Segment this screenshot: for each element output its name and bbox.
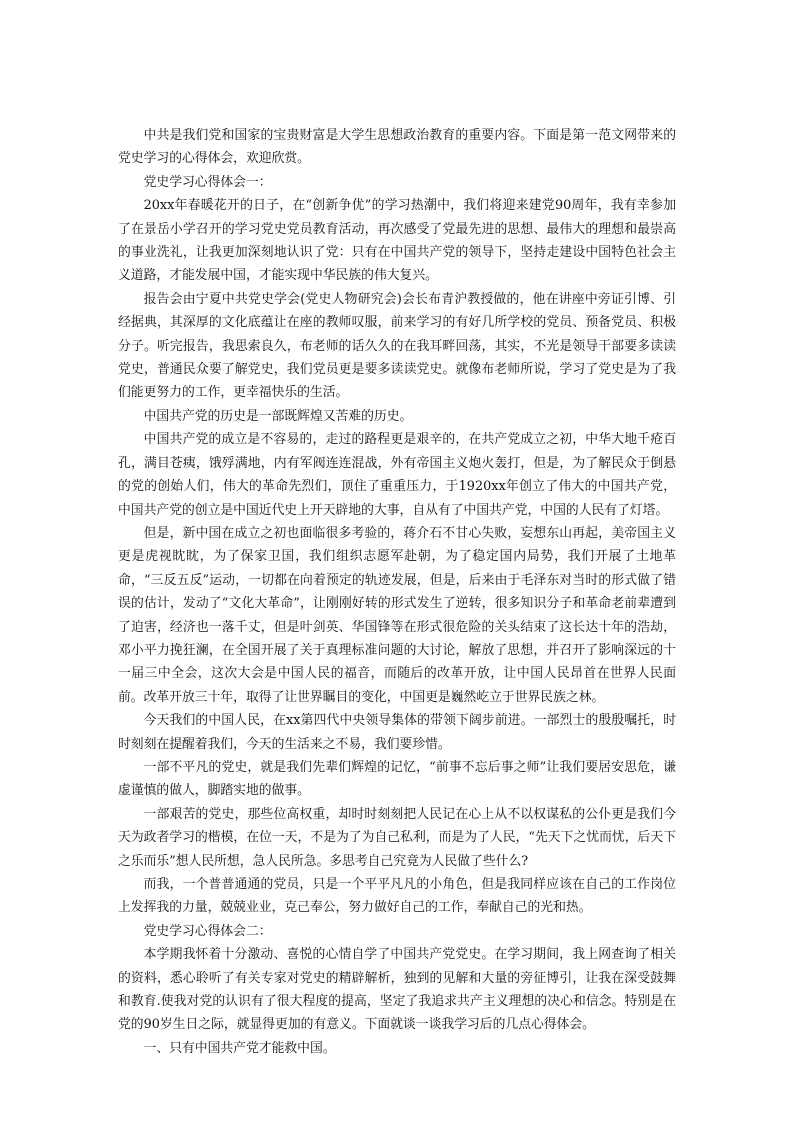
intro-paragraph: 中共是我们党和国家的宝贵财富是大学生思想政治教育的重要内容。下面是第一范文网带来的党史学习的心得体会，欢迎欣赏。 [118,128,676,167]
body-paragraph: 中国共产党的成立是不容易的，走过的路程更是艰辛的，在共产党成立之初，中华大地千疮百孔，满目苍痍，饿殍满地，内有军阀连连混战，外有帝国主义炮火轰打，但是，为了解民众于倒悬的党的创始人们，伟大的革命先烈们，顶住了重重压力，于1920xx年创立了伟大的中国共产党，中国共产党的创立是中国近代史上开天辟地的大事，自从有了中国共产党，中国的人民有了灯塔。 [118,432,676,518]
section-heading-two: 党史学习心得体会二： [143,923,272,939]
body-paragraph: 而我，一个普普通通的党员，只是一个平平凡凡的小角色，但是我同样应该在自己的工作岗位上发挥我的力量，兢兢业业，克己奉公，努力做好自己的工作，奉献自己的光和热。 [118,877,676,916]
numbered-point: 一、只有中国共产党才能救中国。 [143,1040,336,1056]
body-paragraph: 中国共产党的历史是一部既辉煌又苦难的历史。 [143,408,413,424]
section-heading-one: 党史学习心得体会一： [143,174,272,190]
body-paragraph: 但是，新中国在成立之初也面临很多考验的，蒋介石不甘心失败，妄想东山再起，美帝国主义更是虎视眈眈，为了保家卫国，我们组织志愿军赴朝，为了稳定国内局势，我们开展了土地革命，“三反五反”运动，一切都在向着预定的轨迹发展，但是，后来由于毛泽东对当时的形式做了错误的估计，发动了“文化大革命”，让刚刚好转的形式发生了逆转，很多知识分子和革命老前辈遭到了迫害，经济也一落千丈，但是叶剑英、华国锋等在形式很危险的关头结束了这长达十年的浩劫，邓小平力挽狂澜，在全国开展了关于真理标准问题的大讨论，解放了思想，并召开了影响深远的十一届三中全会，这次大会是中国人民的福音，而随后的改革开放，让中国人民昂首在世界人民面前。改革开放三十年，取得了让世界瞩目的变化，中国更是巍然屹立于世界民族之林。 [118,525,676,705]
body-paragraph: 今天我们的中国人民，在xx第四代中央领导集体的带领下阔步前进。一部烈士的殷殷嘱托，时时刻刻在提醒着我们，今天的生活来之不易，我们要珍惜。 [118,713,676,752]
body-paragraph: 报告会由宁夏中共党史学会(党史人物研究会)会长布青沪教授做的，他在讲座中旁证引博、引经据典，其深厚的文化底蕴让在座的教师叹服，前来学习的有好几所学校的党员、预备党员、积极分子。听完报告，我思索良久，布老师的话久久的在我耳畔回荡，其实，不光是领导干部要多读读党史，普通民众要了解党史，我们党员更是要多读读党史。就像布老师所说，学习了党史是为了我们能更努力的工作，更幸福快乐的生活。 [118,291,676,401]
body-paragraph: 20xx年春暖花开的日子，在“创新争优”的学习热潮中，我们将迎来建党90周年，我有幸参加了在景岳小学召开的学习党史党员教育活动，再次感受了党最先进的思想、最伟大的理想和最崇高的事业洗礼，让我更加深刻地认识了党：只有在中国共产党的领导下，坚持走建设中国特色社会主义道路，才能发展中国，才能实现中华民族的伟大复兴。 [118,198,676,284]
document-body [118,124,676,1060]
body-paragraph: 一部不平凡的党史，就是我们先辈们辉煌的记忆，“前事不忘后事之师”让我们要居安思危，谦虚谨慎的做人，脚踏实地的做事。 [118,759,676,799]
body-paragraph: 本学期我怀着十分激动、喜悦的心情自学了中国共产党党史。在学习期间，我上网查询了相关的资料，悉心聆听了有关专家对党史的精辟解析，独到的见解和大量的旁征博引，让我在深受鼓舞和教育.使我对党的认识有了很大程度的提高，坚定了我追求共产主义理想的决心和信念。特别是在党的90岁生日之际，就显得更加的有意义。下面就谈一谈我学习后的几点心得体会。 [118,947,676,1033]
body-paragraph: 一部艰苦的党史，那些位高权重，却时时刻刻把人民记在心上从不以权谋私的公仆更是我们今天为政者学习的楷模，在位一天，不是为了为自己私利，而是为了人民，“先天下之忧而忧，后天下之乐而乐”想人民所想，急人民所急。多思考自己究竟为人民做了些什么? [118,806,676,869]
